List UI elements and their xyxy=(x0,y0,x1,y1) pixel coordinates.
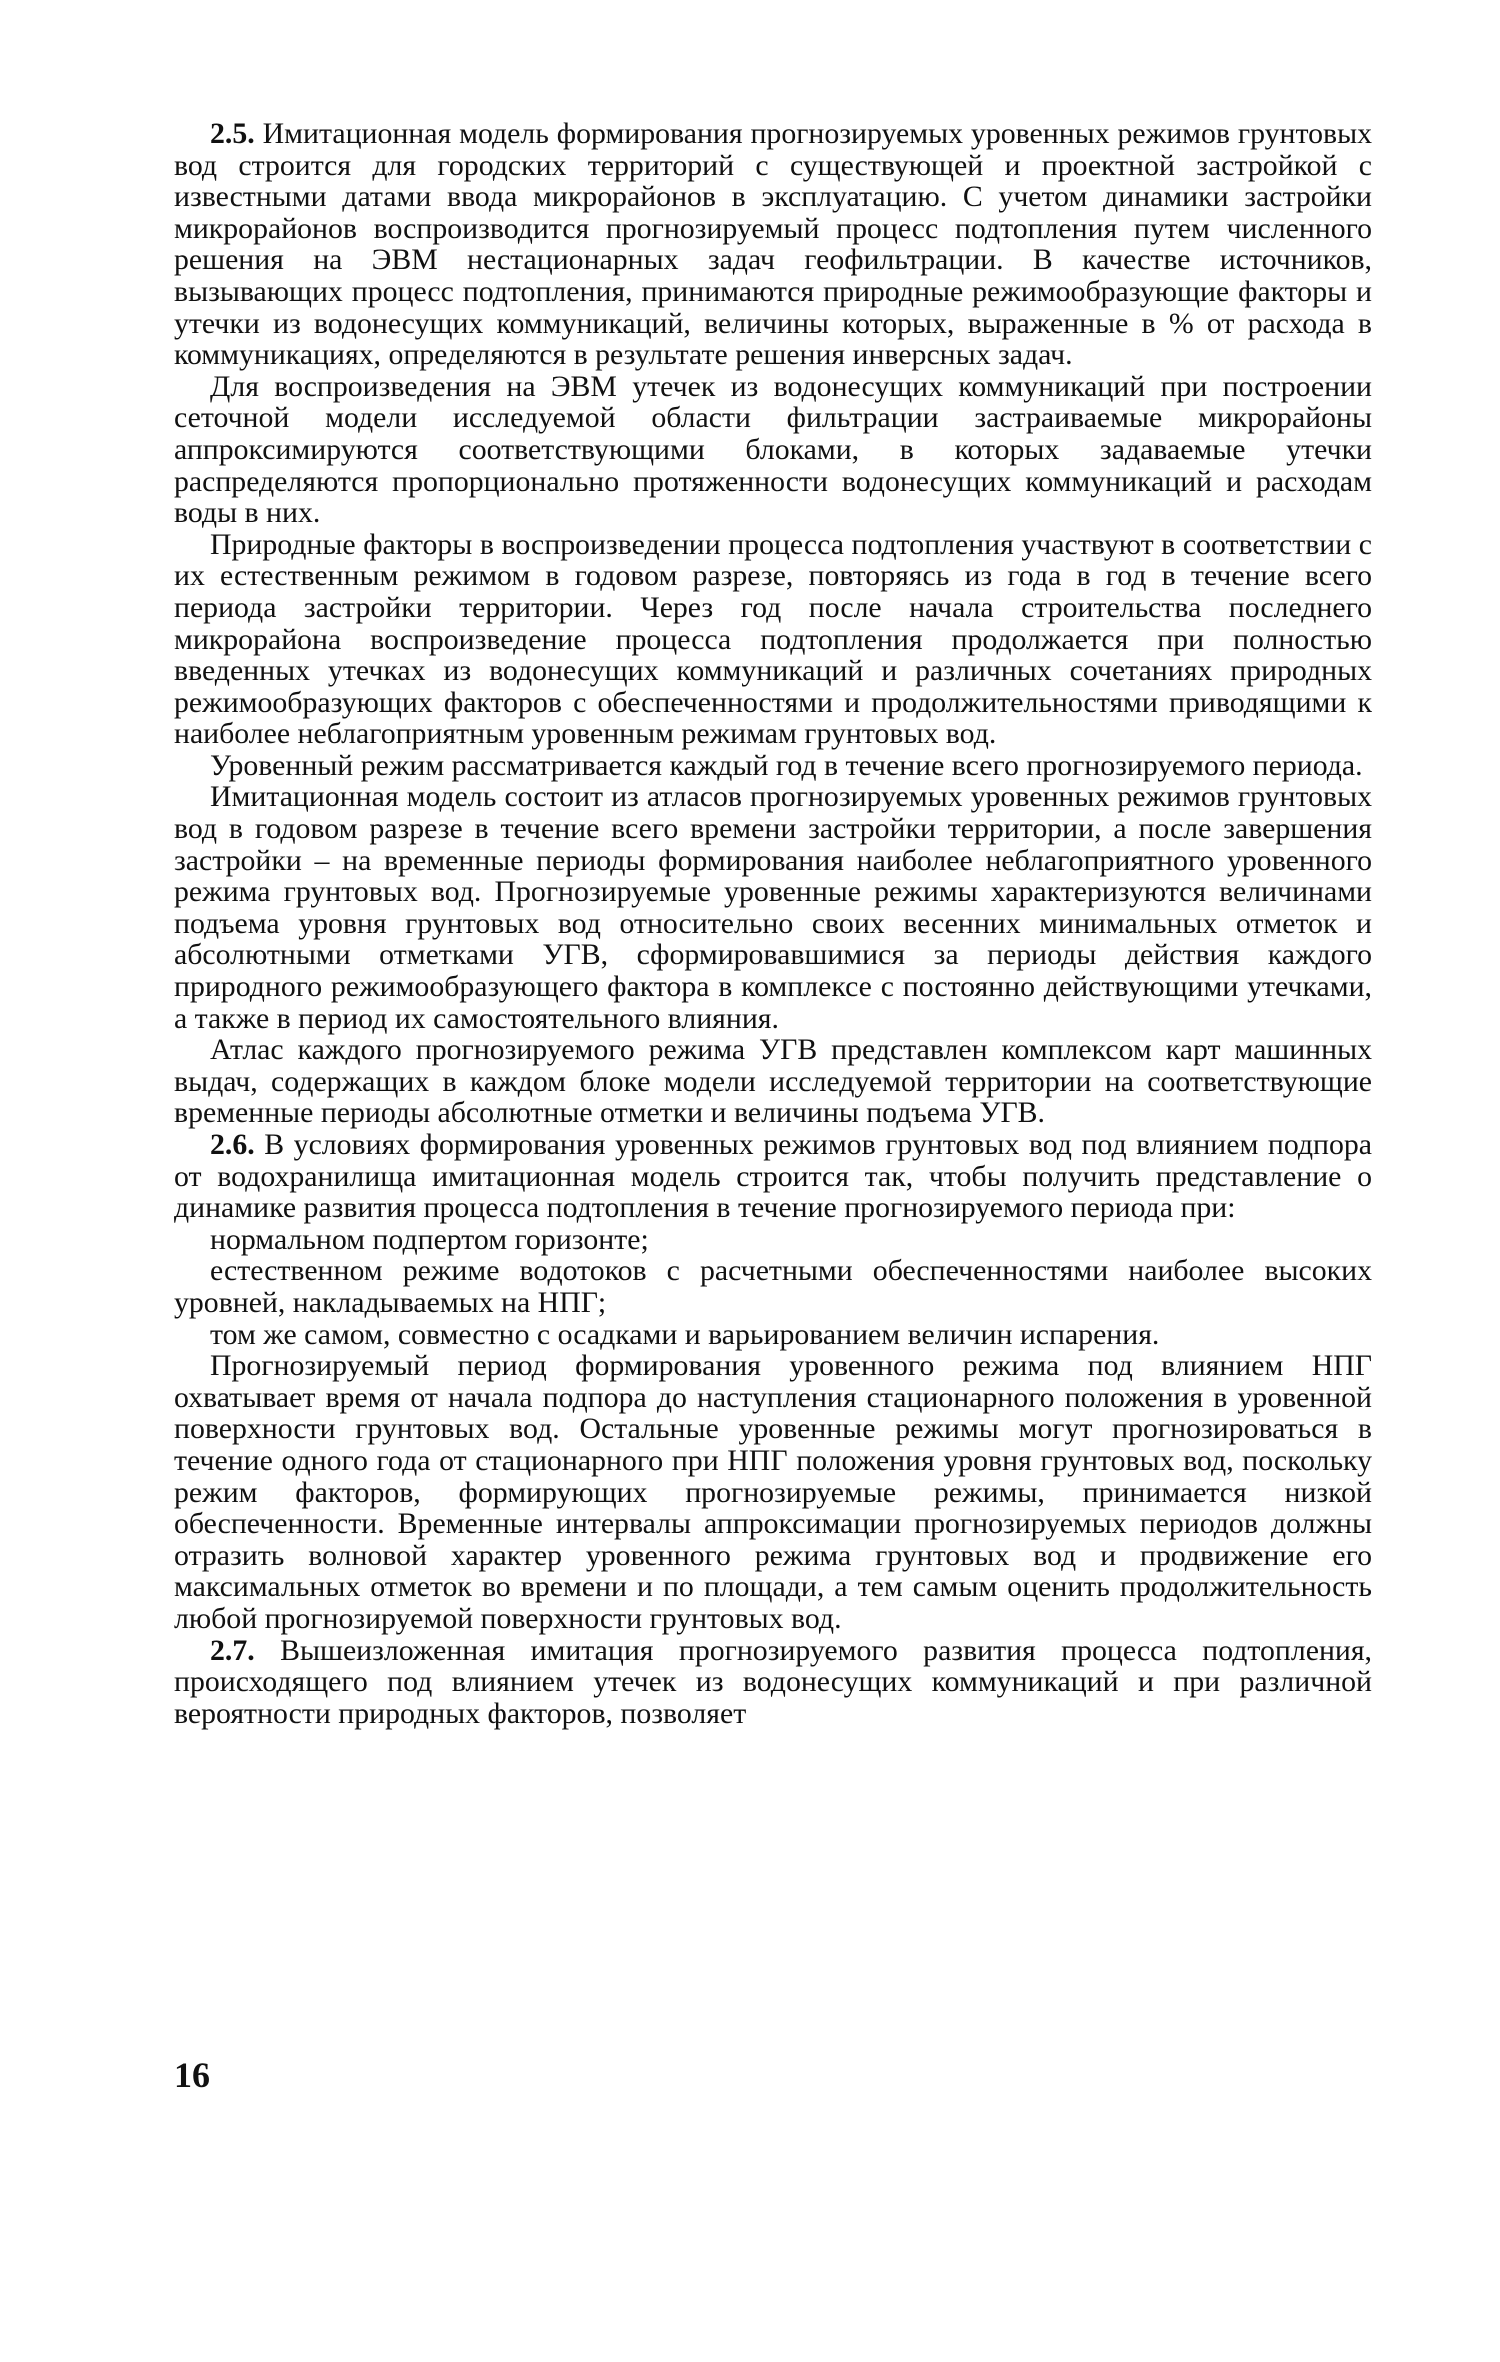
list-item-normal-horizon xyxy=(174,1224,1372,1256)
paragraph-text: Для воспроизведения на ЭВМ утечек из водонесущих коммуникаций при построении сеточной модели исследуемой области фильтрации застраиваемые микрорайоны аппроксимируются соответствующими блоками, в которых задаваемые утечки распределяются пропорционально протяженности водонесущих коммуникаций и расходам воды в них. xyxy=(174,369,1372,530)
paragraph-2-7 xyxy=(174,1635,1372,1730)
paragraph-2-5 xyxy=(174,118,1372,371)
paragraph-model-atlases xyxy=(174,781,1372,1034)
paragraph-text: В условиях формирования уровенных режимов грунтовых вод под влиянием подпора от водохранилища имитационная модель строится так, чтобы получить представление о динамике развития процесса подтопления в течение прогнозируемого периода при: xyxy=(174,1128,1372,1225)
paragraph-text: Прогнозируемый период формирования уровенного режима под влиянием НПГ охватывает время от начала подпора до наступления стационарного положения в уровенной поверхности грунтовых вод. Остальные уровенные режимы могут прогнозироваться в течение одного года от стационарного при НПГ положения уровня грунтовых вод, поскольку режим факторов, формирующих прогнозируемые режимы, принимается низкой обеспеченности. Временные интервалы аппроксимации прогнозируемых периодов должны отразить волновой характер уровенного режима грунтовых вод и продвижение его максимальных отметок во времени и по площади, а тем самым оценить продолжительность любой прогнозируемой поверхности грунтовых вод. xyxy=(174,1349,1372,1635)
paragraph-atlas-content xyxy=(174,1034,1372,1129)
paragraph-text: Природные факторы в воспроизведении процесса подтопления участвуют в соответствии с их естественным режимом в годовом разрезе, повторяясь из года в год в течение всего периода застройки территории. Через год после начала строительства последнего микрорайона воспроизведение процесса подтопления продолжается при полностью введенных утечках из водонесущих коммуникаций и различных сочетаниях природных режимообразующих факторов с обеспеченностями и продолжительностями приводящими к наиболее неблагоприятным уровенным режимам грунтовых вод. xyxy=(174,527,1372,751)
section-number: 2.5. xyxy=(210,117,255,150)
paragraph-text: Имитационная модель формирования прогнозируемых уровенных режимов грунтовых вод строится для городских территорий с существующей и проектной застройкой с известными датами ввода микрорайонов в эксплуатацию. С учетом динамики застройки микрорайонов воспроизводится прогнозируемый процесс подтопления путем численного решения на ЭВМ нестационарных задач геофильтрации. В качестве источников, вызывающих процесс подтопления, принимаются природные режимообразующие факторы и утечки из водонесущих коммуникаций, величины которых, выраженные в % от расхода в коммуникациях, определяются в результате решения инверсных задач. xyxy=(174,117,1372,372)
paragraph-text: естественном режиме водотоков с расчетными обеспеченностями наиболее высоких уровней, накладываемых на НПГ; xyxy=(174,1254,1372,1319)
paragraph-level-regime xyxy=(174,750,1372,782)
paragraph-natural-factors xyxy=(174,529,1372,750)
list-item-natural-regime xyxy=(174,1255,1372,1318)
document-page xyxy=(174,118,1372,1729)
paragraph-text: Имитационная модель состоит из атласов прогнозируемых уровенных режимов грунтовых вод в годовом разрезе в течение всего времени застройки территории, а после завершения застройки – на временные периоды формирования наиболее неблагоприятного уровенного режима грунтовых вод. Прогнозируемые уровенные режимы характеризуются величинами подъема уровня грунтовых вод относительно своих весенних минимальных отметок и абсолютными отметками УГВ, сформировавшимися за периоды действия каждого природного режимообразующего фактора в комплексе с постоянно действующими утечками, а также в период их самостоятельного влияния. xyxy=(174,780,1372,1035)
paragraph-2-6 xyxy=(174,1129,1372,1224)
paragraph-text: том же самом, совместно с осадками и варьированием величин испарения. xyxy=(210,1317,1160,1351)
paragraph-text: нормальном подпертом горизонте; xyxy=(210,1222,649,1256)
paragraph-text: Атлас каждого прогнозируемого режима УГВ представлен комплексом карт машинных выдач, содержащих в каждом блоке модели исследуемой территории на соответствующие временные периоды абсолютные отметки и величины подъема УГВ. xyxy=(174,1033,1372,1130)
paragraph-forecast-period xyxy=(174,1350,1372,1634)
section-number: 2.7. xyxy=(210,1633,255,1667)
paragraph-leaks-modeling xyxy=(174,371,1372,529)
list-item-precipitation xyxy=(174,1319,1372,1351)
section-number: 2.6. xyxy=(210,1128,255,1161)
paragraph-text: Уровенный режим рассматривается каждый год в течение всего прогнозируемого периода. xyxy=(210,748,1363,782)
page-number: 16 xyxy=(174,2055,210,2095)
paragraph-text: Вышеизложенная имитация прогнозируемого развития процесса подтопления, происходящего под влиянием утечек из водонесущих коммуникаций и при различной вероятности природных факторов, позволяет xyxy=(174,1633,1373,1730)
